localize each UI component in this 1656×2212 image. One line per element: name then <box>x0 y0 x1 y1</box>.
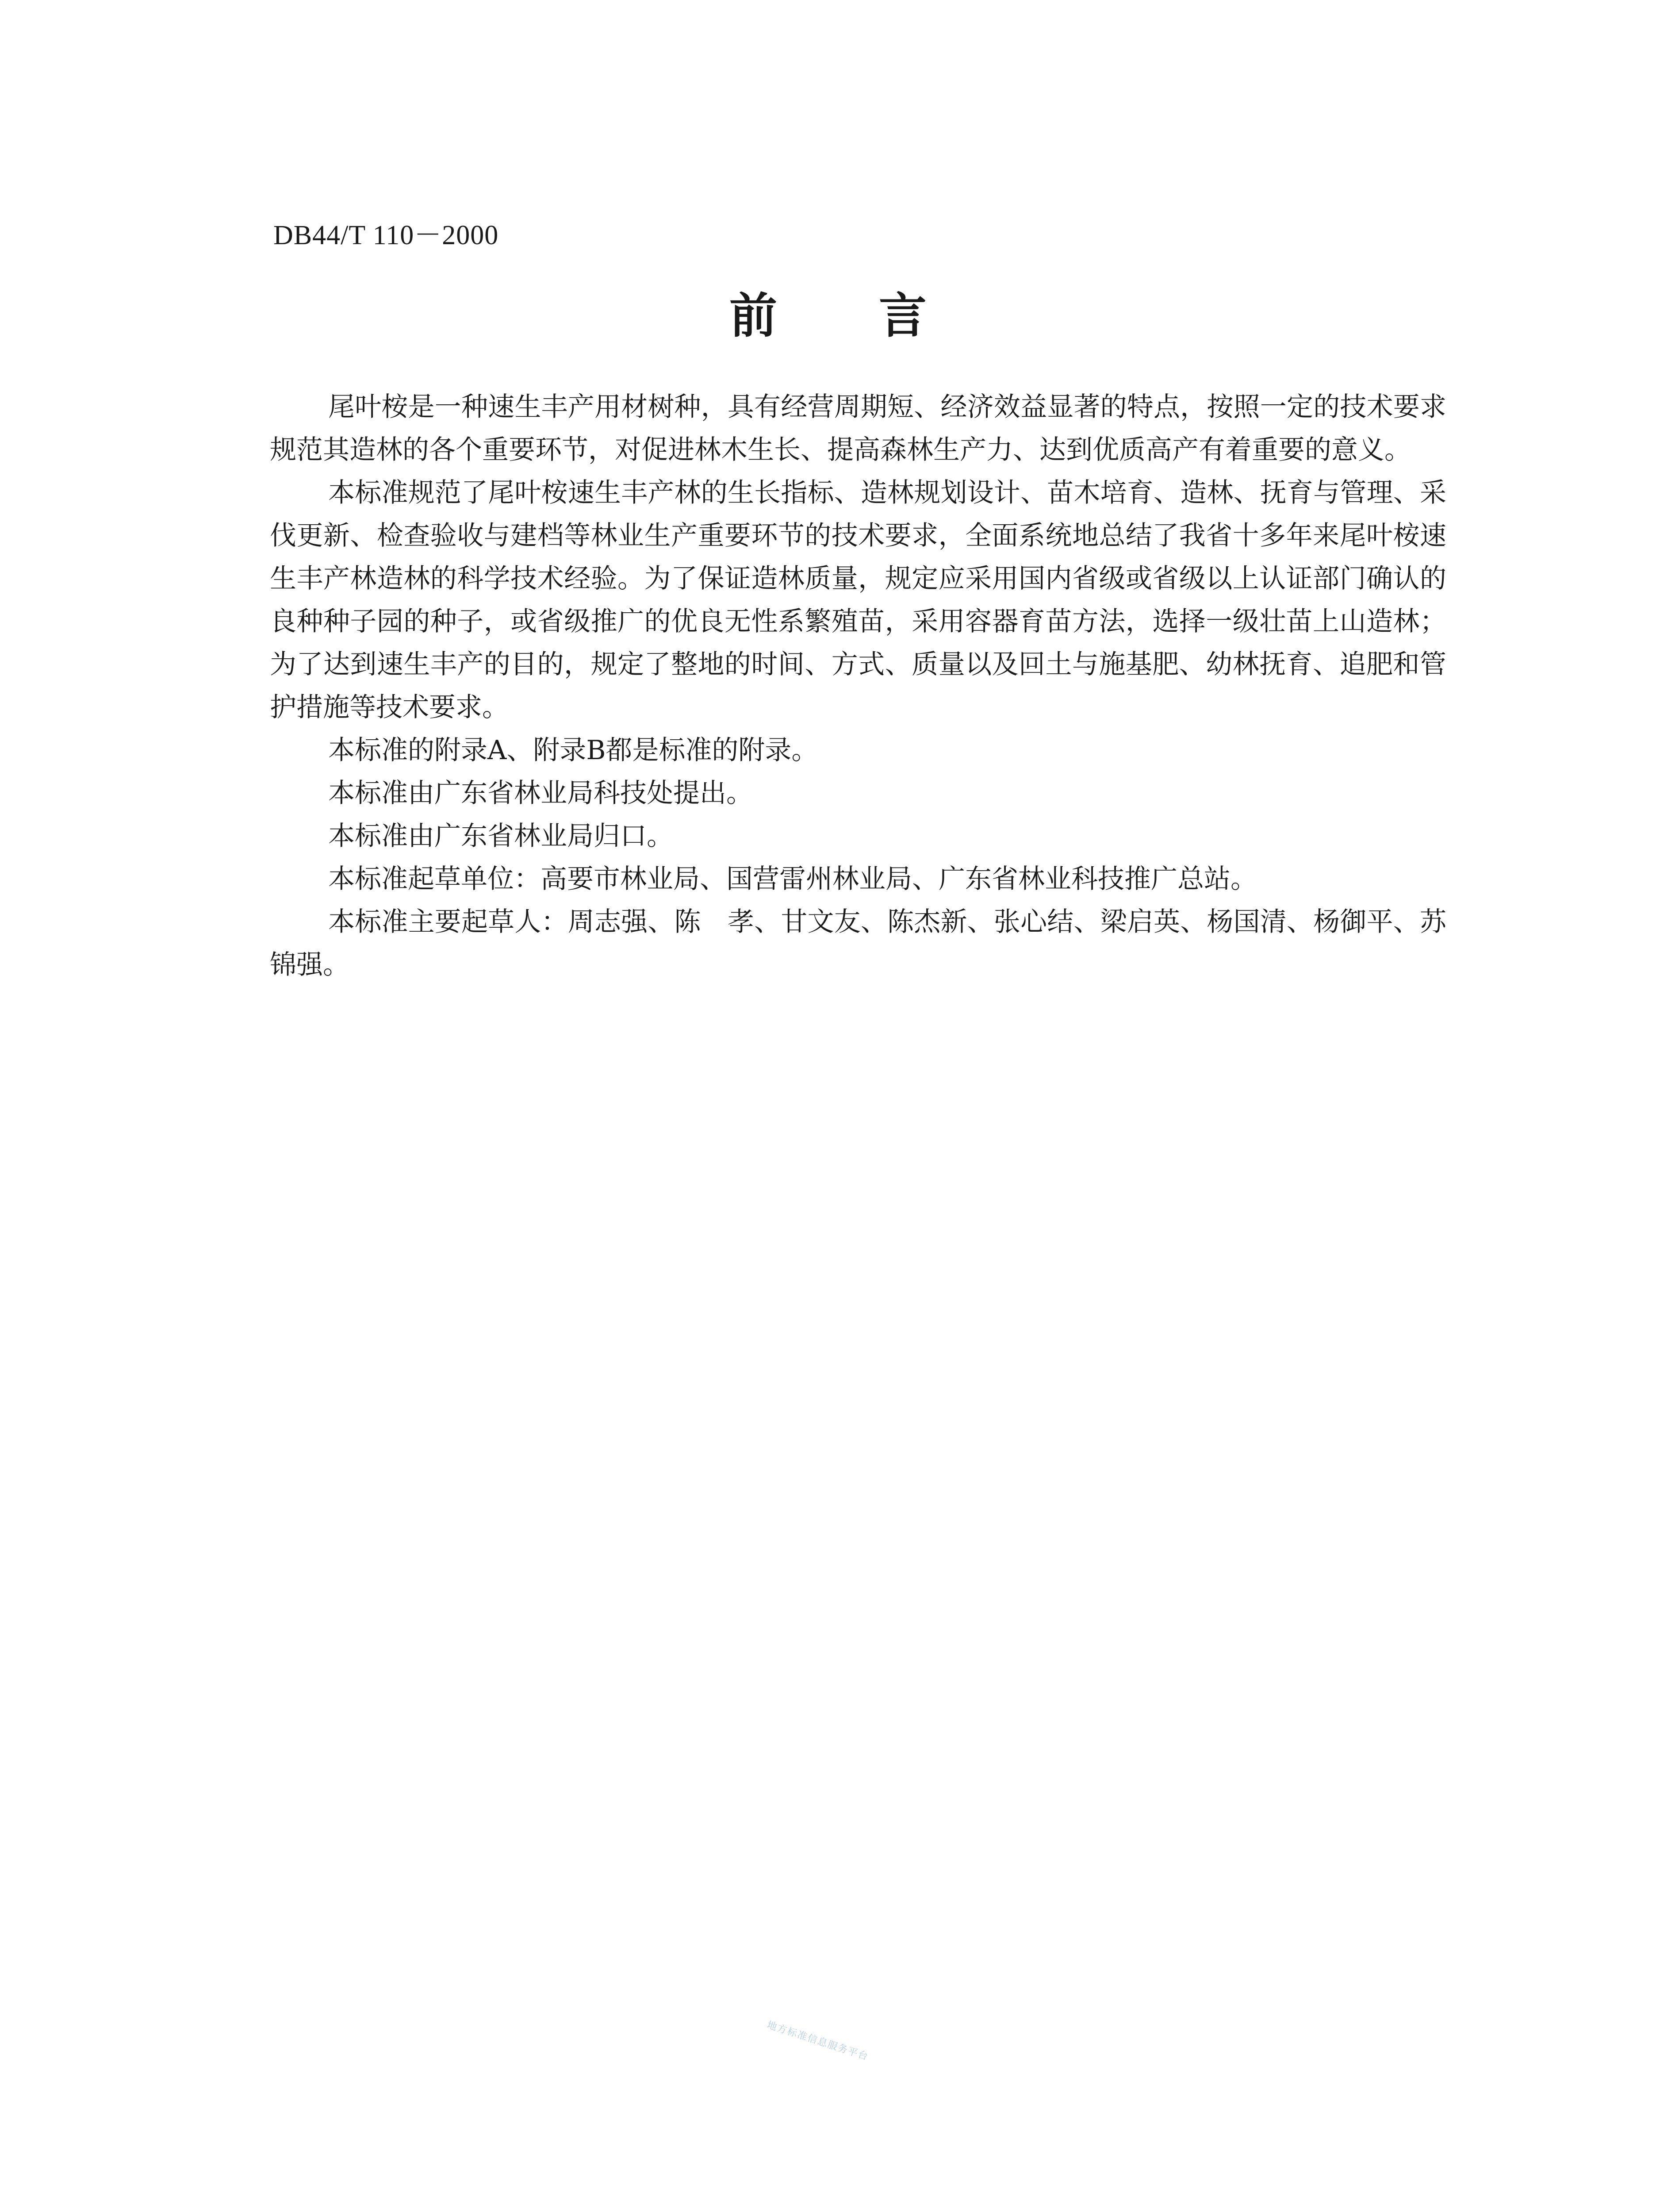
paragraph-appendix: 本标准的附录A、附录B都是标准的附录。 <box>328 735 818 766</box>
page-title <box>0 283 1656 349</box>
paragraph-centralized: 本标准由广东省林业局归口。 <box>328 821 673 852</box>
paragraph-drafters: 本标准主要起草人：周志强、陈 孝、甘文友、陈杰新、张心结、梁启英、杨国清、杨御平、苏锦强。 <box>270 906 1446 980</box>
title-char-1: 前 <box>729 288 777 344</box>
paragraph-proposer: 本标准由广东省林业局科技处提出。 <box>328 778 753 809</box>
document-code: DB44/T 110－2000 <box>273 220 499 250</box>
paragraph-intro: 尾叶桉是一种速生丰产用材树种，具有经营周期短、经济效益显著的特点，按照一定的技术要求规范其造林的各个重要环节，对促进林木生长、提高森林生产力、达到优质高产有着重要的意义。 <box>270 392 1446 465</box>
title-char-2: 言 <box>879 288 927 344</box>
paragraph-scope: 本标准规范了尾叶桉速生丰产林的生长指标、造林规划设计、苗木培育、造林、抚育与管理、采伐更新、检查验收与建档等林业生产重要环节的技术要求，全面系统地总结了我省十多年来尾叶桉速生丰产林造林的科学技术经验。为了保证造林质量，规定应采用国内省级或省级以上认证部门确认的良种种子园的种子，或省级推广的优良无性系繁殖苗，采用容器育苗方法，选择一级壮苗上山造林；为了达到速生丰产的目的，规定了整地的时间、方式、质量以及回土与施基肥、幼林抚育、追肥和管护措施等技术要求。 <box>270 477 1446 723</box>
foreword-body <box>270 386 1446 987</box>
watermark: 地方标准信息服务平台 <box>765 2019 870 2063</box>
paragraph-drafting-units: 本标准起草单位：高要市林业局、国营雷州林业局、广东省林业科技推广总站。 <box>328 864 1257 895</box>
